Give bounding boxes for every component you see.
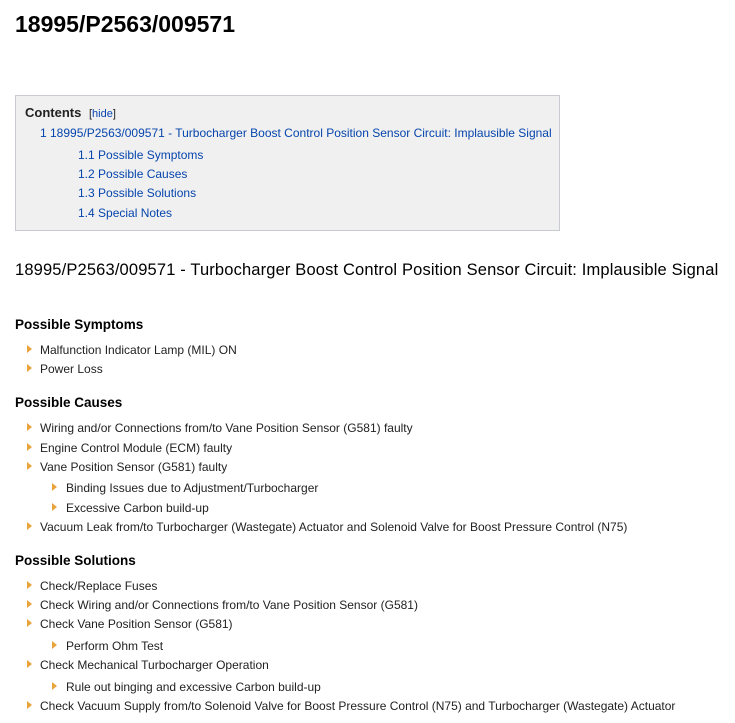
toc-link-possible-symptoms[interactable]: 1.1 Possible Symptoms xyxy=(78,148,204,162)
bullet-icon xyxy=(27,660,32,668)
bullet-icon xyxy=(27,600,32,608)
bullet-icon xyxy=(52,641,57,649)
symptom-item: Malfunction Indicator Lamp (MIL) ON xyxy=(40,343,237,357)
toc-link-possible-solutions[interactable]: 1.3 Possible Solutions xyxy=(78,186,197,200)
section-heading: 18995/P2563/009571 - Turbocharger Boost Control Position Sensor Circuit: Implausible Signal xyxy=(15,261,719,279)
bullet-icon xyxy=(27,364,32,372)
possible-causes-heading: Possible Causes xyxy=(15,395,123,410)
possible-solutions-heading: Possible Solutions xyxy=(15,553,136,568)
bullet-icon xyxy=(52,503,57,511)
bullet-icon xyxy=(27,423,32,431)
toc-link-special-notes[interactable]: 1.4 Special Notes xyxy=(78,206,173,220)
symptom-item: Power Loss xyxy=(40,362,103,376)
toc-link-main-section[interactable]: 1 18995/P2563/009571 - Turbocharger Boost Control Position Sensor Circuit: Implausible Signal xyxy=(40,126,552,140)
toc-link-possible-causes[interactable]: 1.2 Possible Causes xyxy=(78,167,188,181)
cause-item: Wiring and/or Connections from/to Vane Position Sensor (G581) faulty xyxy=(40,421,413,435)
toc-hide-toggle xyxy=(89,108,116,120)
bullet-icon xyxy=(27,619,32,627)
solution-item: Check/Replace Fuses xyxy=(40,579,158,593)
solution-subitem: Rule out binging and excessive Carbon build-up xyxy=(66,680,321,694)
cause-item: Vacuum Leak from/to Turbocharger (Wastegate) Actuator and Solenoid Valve for Boost Pressure Control (N75) xyxy=(40,520,628,534)
toc-hide-link[interactable]: hide xyxy=(92,108,113,120)
possible-symptoms-heading: Possible Symptoms xyxy=(15,317,144,332)
solution-item: Check Wiring and/or Connections from/to Vane Position Sensor (G581) xyxy=(40,598,418,612)
bullet-icon xyxy=(27,581,32,589)
solution-item: Check Vacuum Supply from/to Solenoid Valve for Boost Pressure Control (N75) and Turbocharger (Wastegate) Actuator xyxy=(40,699,676,713)
table-of-contents xyxy=(15,95,560,231)
toc-hide-bracket-open: [ xyxy=(88,108,93,120)
toc-header xyxy=(25,105,116,120)
bullet-icon xyxy=(27,345,32,353)
solution-subitem: Perform Ohm Test xyxy=(66,639,164,653)
bullet-icon xyxy=(27,443,32,451)
toc-hide-bracket-close: ] xyxy=(112,108,116,120)
page-title: 18995/P2563/009571 xyxy=(15,11,235,37)
solution-item: Check Vane Position Sensor (G581) xyxy=(40,617,233,631)
cause-item: Vane Position Sensor (G581) faulty xyxy=(40,460,228,474)
bullet-icon xyxy=(27,462,32,470)
cause-subitem: Binding Issues due to Adjustment/Turbocharger xyxy=(66,481,319,495)
bullet-icon xyxy=(27,701,32,709)
bullet-icon xyxy=(27,522,32,530)
bullet-icon xyxy=(52,483,57,491)
bullet-icon xyxy=(52,682,57,690)
solution-item: Check Mechanical Turbocharger Operation xyxy=(40,658,269,672)
toc-title: Contents xyxy=(25,105,82,120)
cause-item: Engine Control Module (ECM) faulty xyxy=(40,441,233,455)
cause-subitem: Excessive Carbon build-up xyxy=(66,501,209,515)
